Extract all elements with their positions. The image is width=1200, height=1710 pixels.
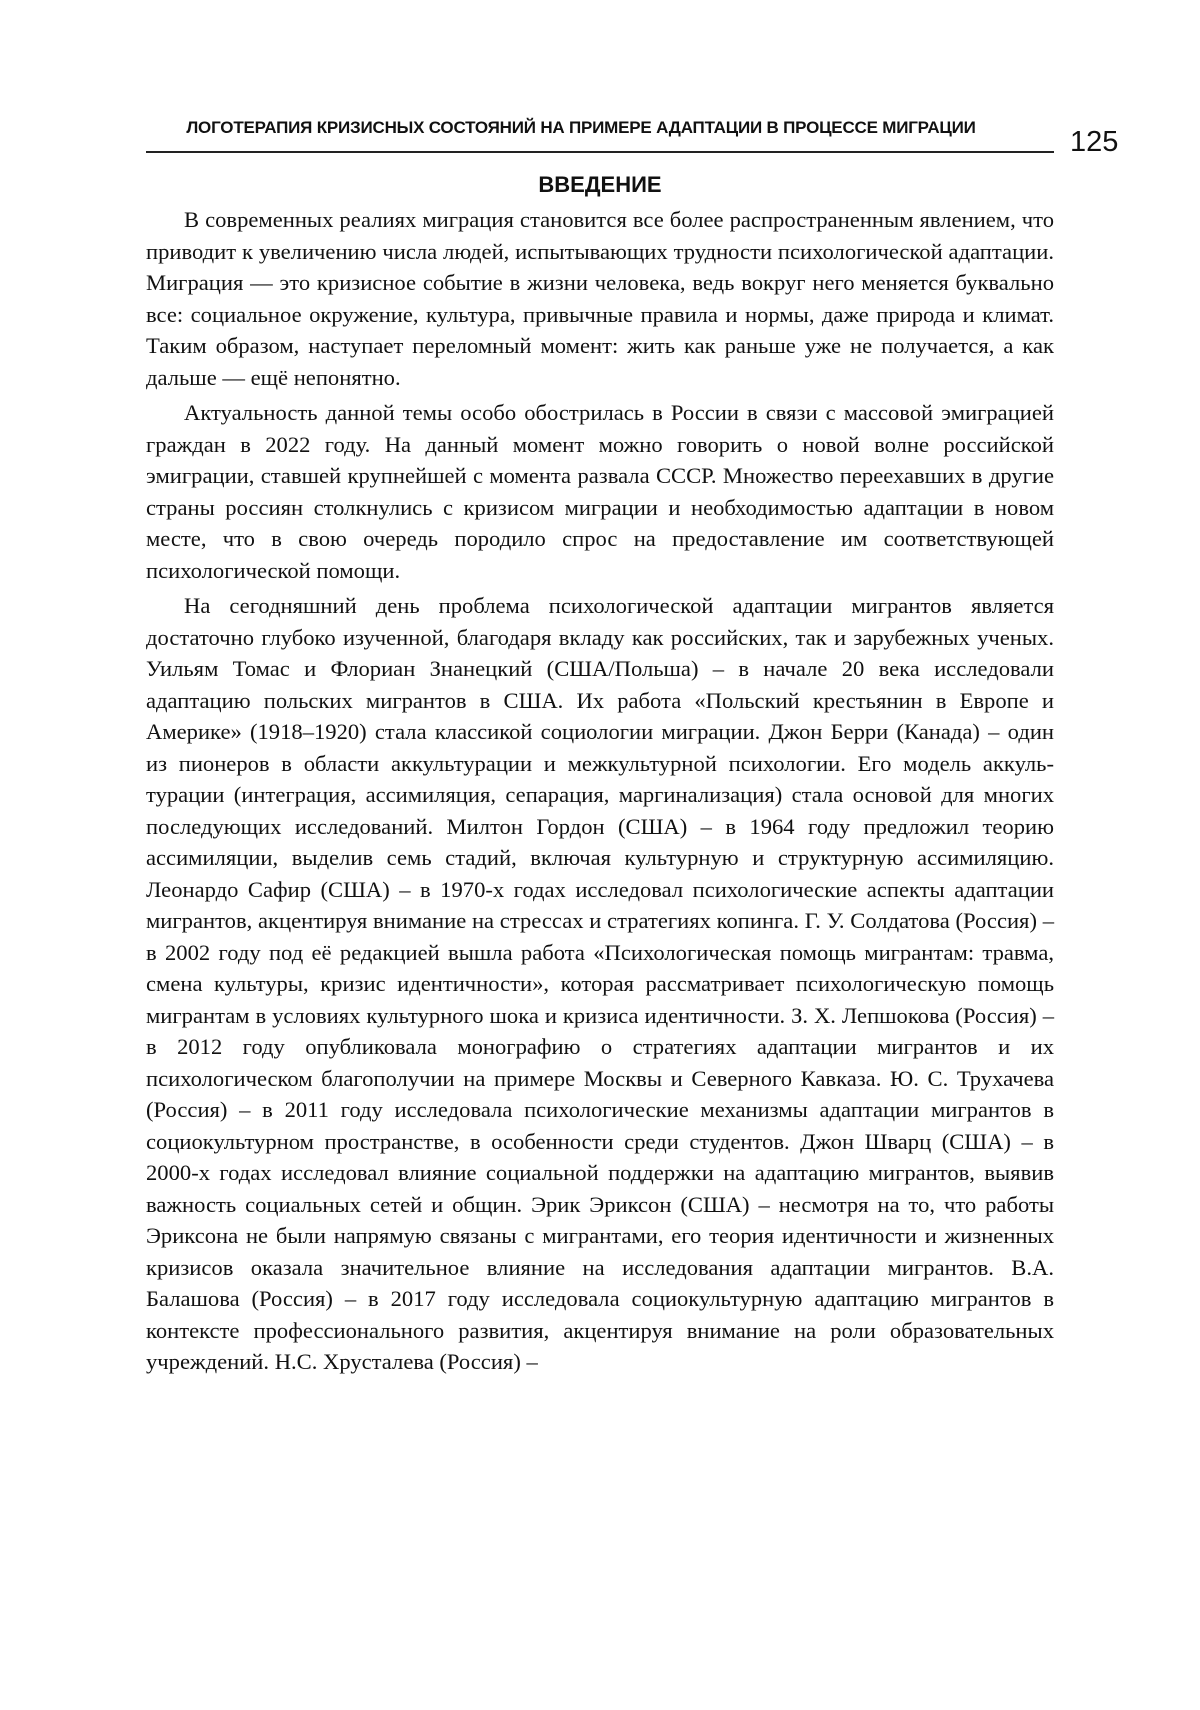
section-title: ВВЕДЕНИЕ [538,172,662,197]
paragraph-2: Актуальность данной темы особо обострилась в России в связи с массовой эмиграцией граждан в 2022 году. На данный момент можно говорить о новой волне российской эмиграции, ставшей крупнейшей с момента развала СССР. Множество переехавших в другие страны россиян столкнулись с кризисом миграции и необходимостью адаптации в новом месте, что в свою очередь породило спрос на предоставление им соответствующей психологической помощи. [146,400,1054,583]
body-text [146,204,1054,1382]
running-head: ЛОГОТЕРАПИЯ КРИЗИСНЫХ СОСТОЯНИЙ НА ПРИМЕРЕ АДАПТАЦИИ В ПРОЦЕССЕ МИГРАЦИИ [186,118,976,137]
paragraph-3: На сегодняшний день проблема психологической адаптации мигрантов является достаточно глубоко изученной, благодаря вкладу как российских, так и зарубежных ученых. Уильям Томас и Флориан Знанецкий (США/Польша) – в начале 20 века исследовали адаптацию польских мигрантов в США. Их работа «Польский крестьянин в Европе и Америке» (1918–1920) стала классикой социологии миграции. Джон Берри (Канада) – один из пионеров в области аккультурации и межкультурной психологии. Его модель аккультурации (интеграция, ассимиляция, сепарация, маргинализация) стала основой для многих последующих исследований. Милтон Гордон (США) – в 1964 году предложил теорию ассимиляции, выделив семь стадий, включая культурную и структурную ассимиляцию. Леонардо Сафир (США) – в 1970-х годах исследовал психологические аспекты адаптации мигрантов, акцентируя внимание на стрессах и стратегиях копинга. Г. У. Солдатова (Россия) – в 2002 году под её редакцией вышла работа «Психологическая помощь мигрантам: травма, смена культуры, кризис идентичности», которая рассматривает психологическую помощь мигрантам в условиях культурного шока и кризиса идентичности. З. Х. Лепшокова (Россия) – в 2012 году опубликовала монографию о стратегиях адаптации мигрантов и их психологическом благополучии на примере Москвы и Северного Кавказа. Ю. С. Трухачева (Россия) – в 2011 году исследовала психологические механизмы адаптации мигрантов в социокультурном пространстве, в особенности среди студентов. Джон Шварц (США) – в 2000-х годах исследовал влияние социальной поддержки на адаптацию мигрантов, выявив важность социальных сетей и общин. Эрик Эриксон (США) – несмотря на то, что работы Эриксона не были напрямую связаны с мигрантами, его теория идентичности и жизненных кризисов оказала значительное влияние на исследования адаптации мигрантов. В.А. Балашова (Россия) – в 2017 году исследовала социокультурную адаптацию мигрантов в контексте профессионального развития, акцентируя внимание на роли образовательных учреждений. Н.С. Хрусталева (Россия) – [146,593,1054,1374]
header-rule [146,151,1054,153]
page-number: 125 [1070,126,1119,158]
paragraph-1: В современных реалиях миграция становится все более распространенным явлением, что приводит к увеличению числа людей, испытывающих трудности психологической адаптации. Миграция — это кризисное событие в жизни человека, ведь вокруг него меняется буквально все: социальное окружение, культура, привычные правила и нормы, даже природа и климат. Таким образом, наступает переломный момент: жить как раньше уже не получается, а как дальше — ещё непонятно. [146,207,1054,390]
page-header [146,118,1046,154]
